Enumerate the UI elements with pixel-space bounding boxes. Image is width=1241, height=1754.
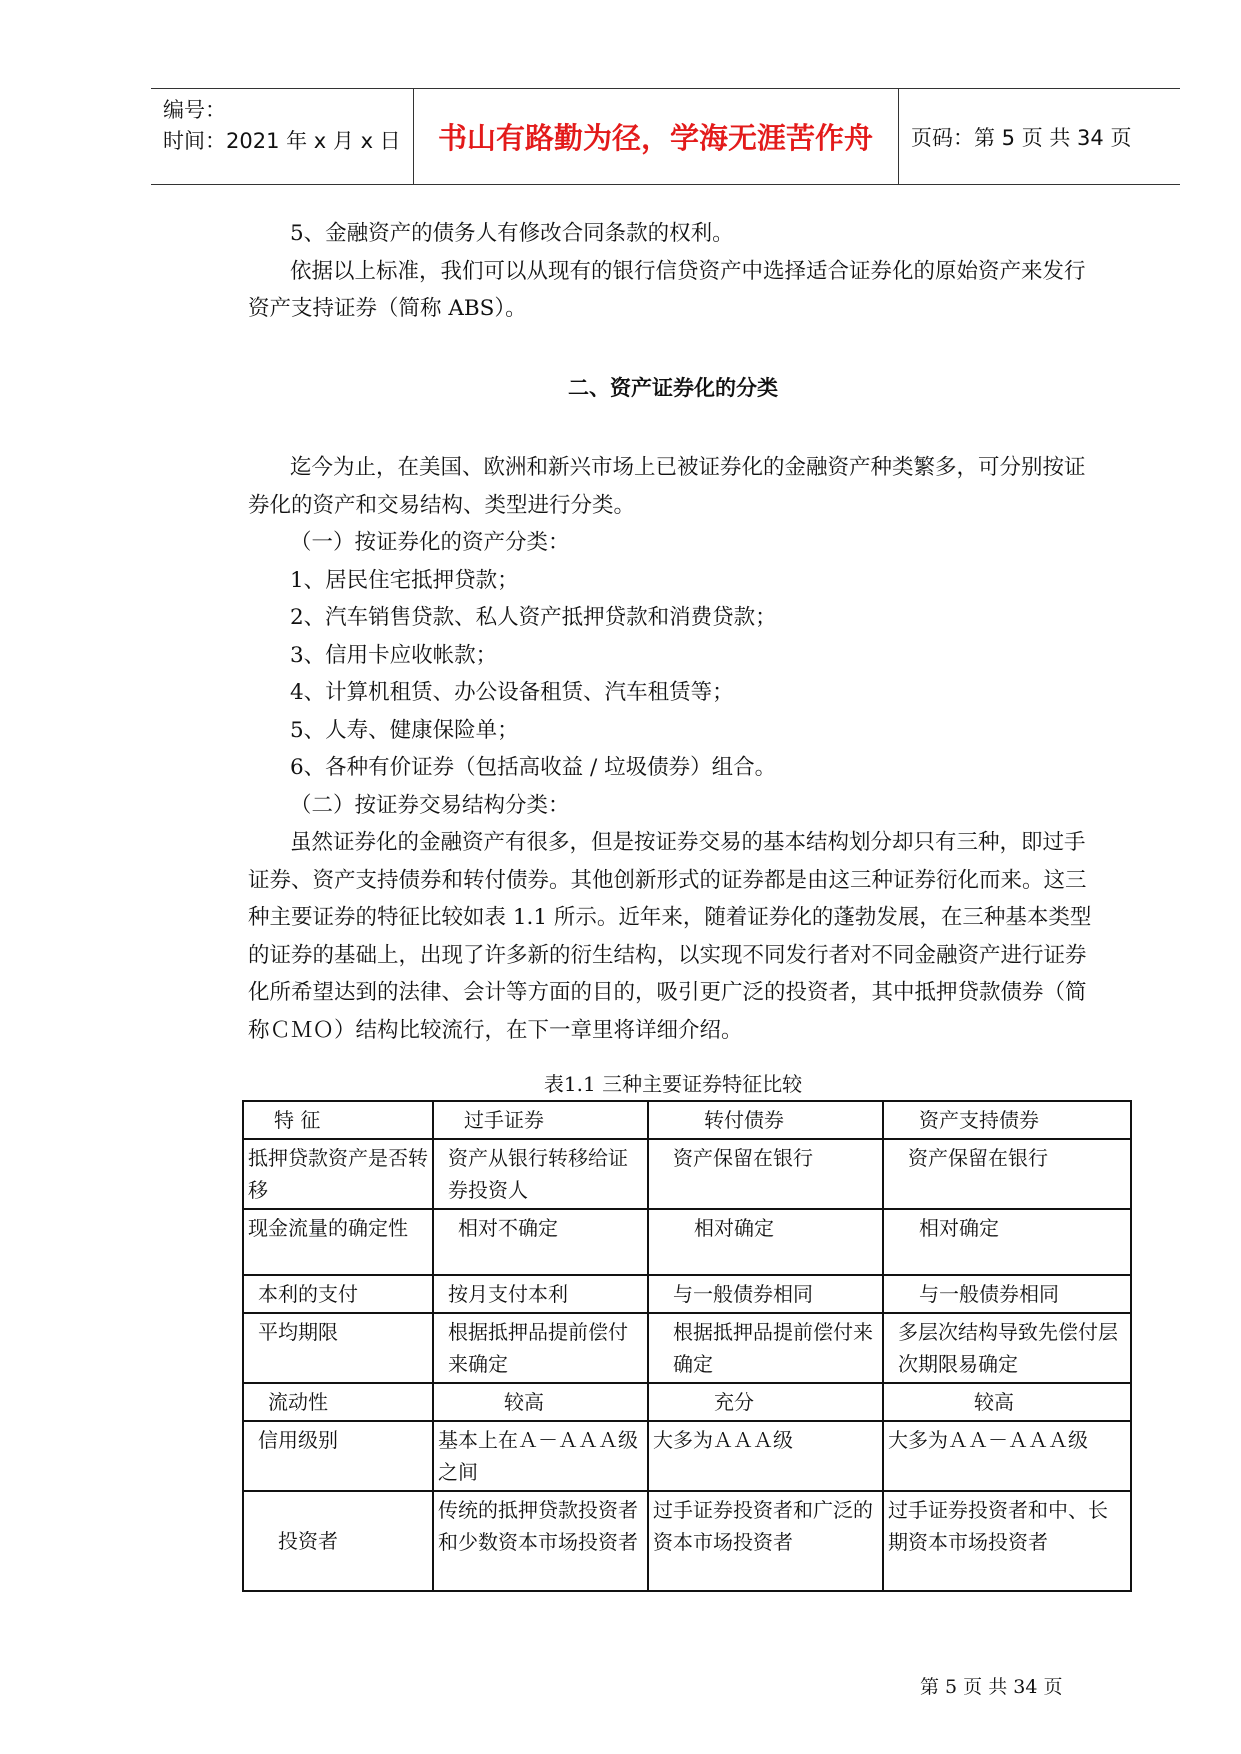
table-cell: 较高 xyxy=(883,1383,1131,1421)
table-header-cell: 资产支持债券 xyxy=(883,1101,1131,1139)
header-time: 时间：2021 年 x 月 x 日 xyxy=(163,129,401,153)
page-header xyxy=(151,88,1180,185)
table-header-cell: 特 征 xyxy=(243,1101,433,1139)
table-cell: 过手证券投资者和中、长期资本市场投资者 xyxy=(883,1491,1131,1591)
table-row xyxy=(243,1209,1131,1275)
table-row xyxy=(243,1421,1131,1491)
table-header-cell: 转付债券 xyxy=(648,1101,883,1139)
table-header-cell: 过手证券 xyxy=(433,1101,648,1139)
table-cell: 平均期限 xyxy=(243,1313,433,1383)
table-cell: 基本上在Ａ－ＡＡＡ级之间 xyxy=(433,1421,648,1491)
table-cell: 较高 xyxy=(433,1383,648,1421)
section-heading: 二、资产证券化的分类 xyxy=(568,375,778,400)
table-row xyxy=(243,1313,1131,1383)
header-number: 编号： xyxy=(163,98,226,122)
header-divider xyxy=(898,89,899,184)
list-item: 4、计算机租赁、办公设备租赁、汽车租赁等； xyxy=(290,680,734,705)
header-motto: 书山有路勤为径，学海无涯苦作舟 xyxy=(437,121,873,155)
table-row xyxy=(243,1383,1131,1421)
table-cell: 根据抵押品提前偿付来确定 xyxy=(433,1313,648,1383)
list-item: 5、人寿、健康保险单； xyxy=(290,717,519,743)
table-cell: 投资者 xyxy=(243,1491,433,1591)
table-cell: 相对确定 xyxy=(648,1209,883,1275)
table-cell: 大多为ＡＡ－ＡＡＡ级 xyxy=(883,1421,1131,1491)
table-cell: 相对不确定 xyxy=(433,1209,648,1275)
list-item: 3、信用卡应收帐款； xyxy=(290,642,498,668)
subsection-heading: （一）按证券化的资产分类： xyxy=(290,530,570,555)
table-cell: 相对确定 xyxy=(883,1209,1131,1275)
list-item: 2、汽车销售贷款、私人资产抵押贷款和消费贷款； xyxy=(290,605,777,630)
table-cell: 流动性 xyxy=(243,1383,433,1421)
comparison-table xyxy=(242,1100,1132,1592)
table-cell: 传统的抵押贷款投资者和少数资本市场投资者 xyxy=(433,1491,648,1591)
table-header-row xyxy=(243,1101,1131,1139)
table-caption: 表1.1 三种主要证券特征比较 xyxy=(543,1072,803,1096)
table-cell: 与一般债券相同 xyxy=(648,1275,883,1313)
table-cell: 大多为ＡＡＡ级 xyxy=(648,1421,883,1491)
table-cell: 资产从银行转移给证券投资人 xyxy=(433,1139,648,1209)
paragraph: 依据以上标准，我们可以从现有的银行信贷资产中选择适合证券化的原始资产来发行资产支持证券（简称 ABS）。 xyxy=(248,258,1086,321)
paragraph: 虽然证券化的金融资产有很多，但是按证券交易的基本结构划分却只有三种，即过手证券、资产支持债券和转付债券。其他创新形式的证券都是由这三种证券衍化而来。这三种主要证券的特征比较如表 1.1 所示。近年来，随着证券化的蓬勃发展，在三种基本类型的证券的基础上，出现了许多新的衍生结构，以实现不同发行者对不同金融资产进行证券化所希望达到的法律、会计等方面的目的，吸引更广泛的投资者，其中抵押贷款债券（简称ＣＭＯ）结构比较流行，在下一章里将详细介绍。 xyxy=(248,830,1092,1043)
table-row xyxy=(243,1275,1131,1313)
table-cell: 多层次结构导致先偿付层次期限易确定 xyxy=(883,1313,1131,1383)
table-cell: 资产保留在银行 xyxy=(648,1139,883,1209)
header-page-number: 页码：第 5 页 共 34 页 xyxy=(911,125,1132,150)
paragraph: 迄今为止，在美国、欧洲和新兴市场上已被证券化的金融资产种类繁多，可分别按证券化的资产和交易结构、类型进行分类。 xyxy=(248,455,1086,518)
table-cell: 抵押贷款资产是否转移 xyxy=(243,1139,433,1209)
table-cell: 本利的支付 xyxy=(243,1275,433,1313)
list-item: 1、居民住宅抵押贷款； xyxy=(290,567,519,593)
paragraph: 5、金融资产的债务人有修改合同条款的权利。 xyxy=(290,221,734,246)
table-cell: 资产保留在银行 xyxy=(883,1139,1131,1209)
subsection-heading: （二）按证券交易结构分类： xyxy=(290,792,570,818)
table-cell: 过手证券投资者和广泛的资本市场投资者 xyxy=(648,1491,883,1591)
table-cell: 根据抵押品提前偿付来确定 xyxy=(648,1313,883,1383)
table-cell: 现金流量的确定性 xyxy=(243,1209,433,1275)
table-cell: 充分 xyxy=(648,1383,883,1421)
table-cell: 与一般债券相同 xyxy=(883,1275,1131,1313)
table-cell: 信用级别 xyxy=(243,1421,433,1491)
header-left xyxy=(163,95,401,157)
table-cell: 按月支付本利 xyxy=(433,1275,648,1313)
table-row xyxy=(243,1491,1131,1591)
list-item: 6、各种有价证券（包括高收益 / 垃圾债券）组合。 xyxy=(290,755,777,780)
footer-page-number: 第 5 页 共 34 页 xyxy=(920,1676,1063,1698)
table-row xyxy=(243,1139,1131,1209)
document-body xyxy=(248,215,1098,1049)
